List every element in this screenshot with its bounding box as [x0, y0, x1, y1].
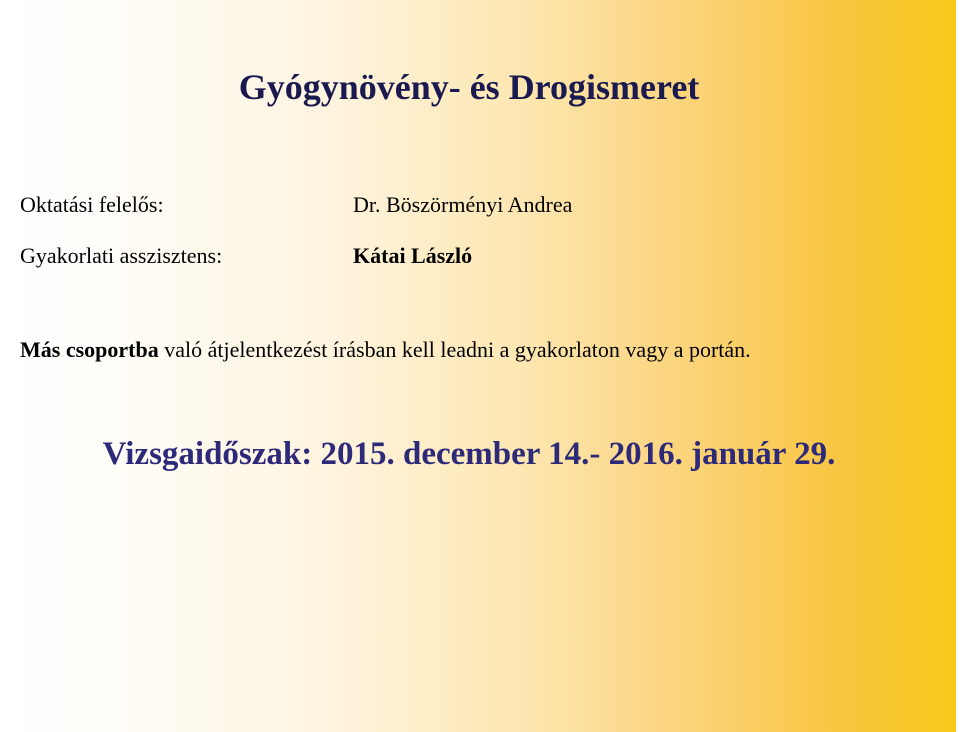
exam-period-dates: 2015. december 14.- 2016. január 29.: [320, 436, 836, 472]
exam-period: [0, 435, 960, 475]
exam-period-label: Vizsgaidőszak:: [102, 436, 321, 472]
assistant-label: Gyakorlati asszisztens:: [20, 243, 223, 268]
group-change-notice: [20, 337, 751, 363]
responsible-name: Dr. Böszörményi Andrea: [353, 192, 573, 217]
slide-title: Gyógynövény- és Drogismeret: [238, 67, 700, 107]
responsible-label: Oktatási felelős:: [20, 192, 164, 217]
assistant-name: Kátai László: [353, 243, 473, 268]
notice-text: való átjelentkezést írásban kell leadni a gyakorlaton vagy a portán.: [158, 337, 751, 362]
notice-emphasis: Más csoportba: [20, 337, 159, 362]
